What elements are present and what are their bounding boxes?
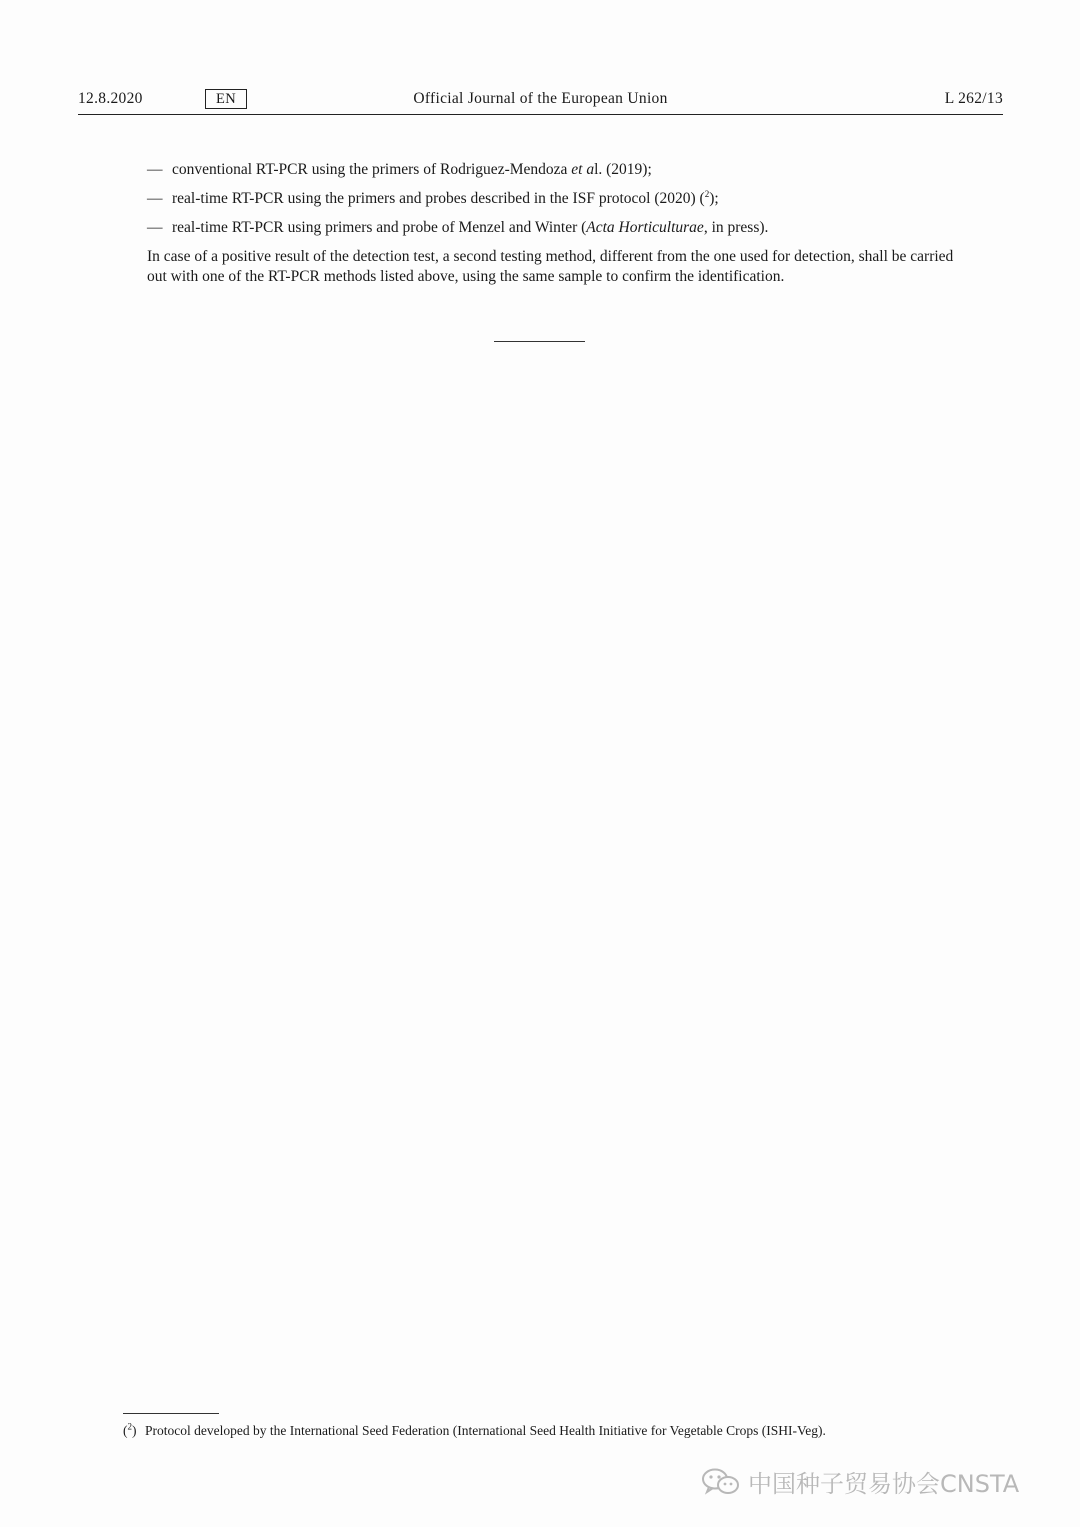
list-item-italic: Acta Horticulturae — [586, 219, 704, 236]
list-item-text-end: ); — [709, 190, 719, 207]
list-item — [147, 218, 967, 238]
dash-marker: — — [147, 219, 163, 236]
section-divider — [494, 341, 585, 342]
footnote-text: Protocol developed by the International Seed Federation (International Seed Health Initiative for Vegetable Crops (ISHI-Veg). — [145, 1423, 826, 1438]
page-reference: L 262/13 — [944, 90, 1003, 107]
footnote-marker: ($^2$) — [123, 1421, 137, 1438]
dash-marker: — — [147, 161, 163, 178]
dash-marker: — — [147, 190, 163, 207]
list-item-text: real-time RT-PCR using the primers and probes described in the ISF protocol (2020) ( — [172, 190, 705, 207]
list-item-text: conventional RT-PCR using the primers of Rodriguez-Mendoza — [172, 161, 572, 178]
watermark-text: 中国种子贸易协会CNSTA — [748, 1469, 1020, 1498]
wechat-icon — [700, 1466, 742, 1496]
publication-date: 12.8.2020 — [78, 90, 143, 107]
language-badge: EN — [205, 89, 247, 109]
watermark — [700, 1466, 1019, 1496]
main-content — [147, 160, 967, 287]
list-item — [147, 160, 967, 180]
footnote-divider — [123, 1413, 219, 1414]
page-header — [78, 88, 1003, 115]
list-item — [147, 189, 967, 209]
list-item-italic: et a — [571, 161, 595, 178]
footnote — [123, 1423, 983, 1439]
list-item-text-end: , in press). — [703, 219, 769, 236]
list-item-text-end: l. (2019); — [594, 161, 652, 178]
footnote-reference[interactable]: 2 — [704, 188, 710, 199]
journal-title: Official Journal of the European Union — [413, 90, 668, 107]
body-paragraph: In case of a positive result of the detection test, a second testing method, different from the one used for detection, shall be carried out with one of the RT-PCR methods listed above, using the same sample to confirm the identification. — [147, 248, 954, 285]
list-item-text: real-time RT-PCR using primers and probe of Menzel and Winter ( — [172, 219, 587, 236]
